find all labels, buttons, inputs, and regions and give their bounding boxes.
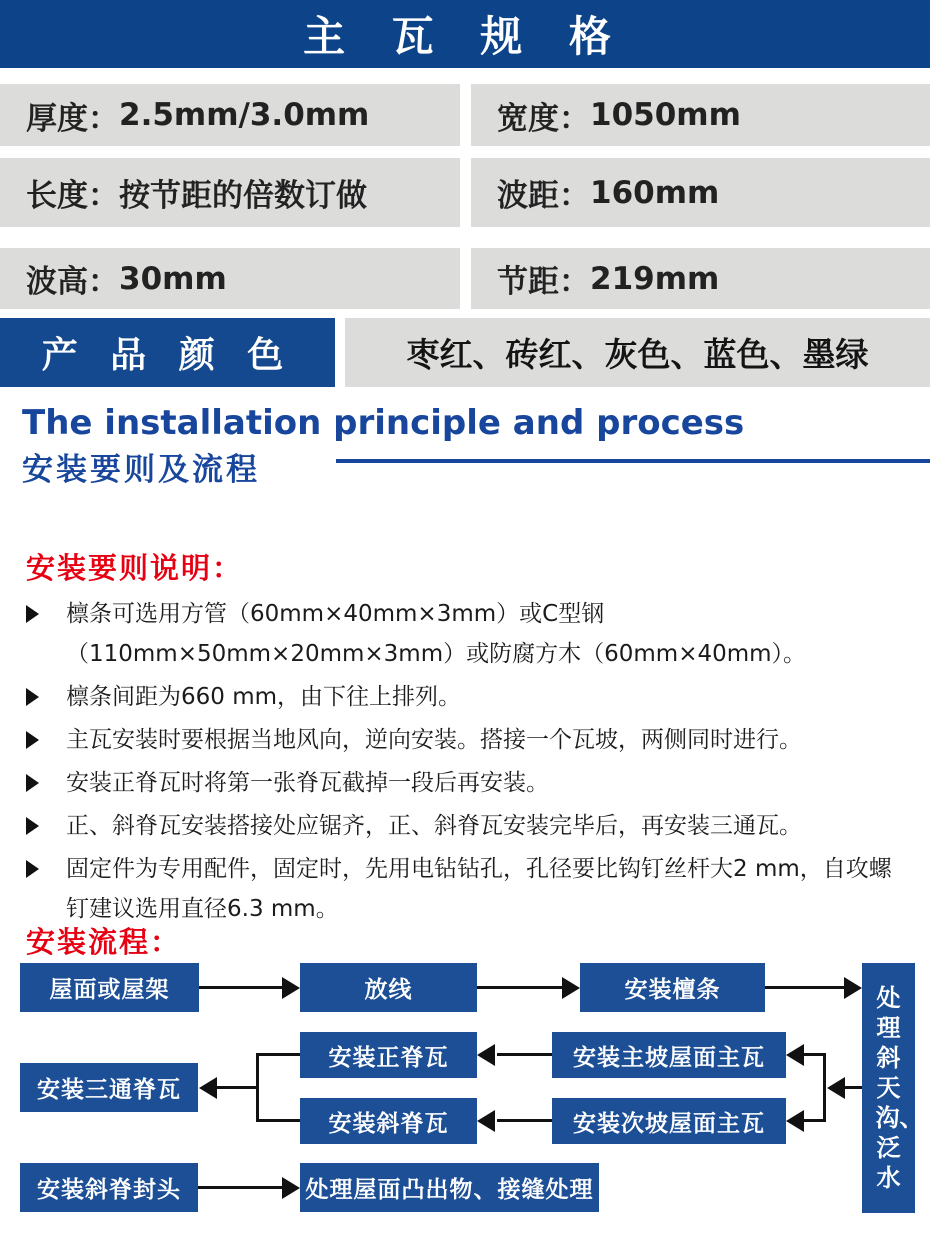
spec-label: 波距： <box>497 178 590 214</box>
bullet-arrow-icon <box>26 817 52 835</box>
flow-arrowhead-icon <box>199 1077 217 1099</box>
list-item <box>26 763 906 803</box>
flow-box-main-slope-tile <box>552 1032 786 1078</box>
flow-box-protrusion-seam <box>300 1163 599 1212</box>
flow-connector-line <box>477 986 562 989</box>
flow-box-label: 安装主坡屋面主瓦 <box>573 1044 765 1071</box>
flow-arrowhead-icon <box>786 1110 804 1132</box>
bullet-arrow-icon <box>26 860 52 878</box>
flow-arrowhead-icon <box>282 977 300 999</box>
flow-box-hip-end-cap <box>20 1163 198 1212</box>
flow-box-roof-or-frame <box>20 963 199 1012</box>
flow-box-label: 安装斜脊瓦 <box>328 1110 449 1137</box>
spec-value: 按节距的倍数订做 <box>119 178 367 214</box>
bullet-arrow-icon <box>26 688 52 706</box>
flow-arrowhead-icon <box>477 1044 495 1066</box>
flow-arrowhead-icon <box>827 1077 845 1099</box>
page-title: 主 瓦 规 格 <box>303 12 627 61</box>
flow-arrowhead-icon <box>282 1177 300 1199</box>
flow-box-label: 安装正脊瓦 <box>328 1044 449 1071</box>
product-colors-value-block <box>345 318 930 387</box>
spec-cell-pitch <box>471 248 930 309</box>
flow-box-set-out-lines <box>300 963 477 1012</box>
spec-label: 节距： <box>497 264 590 300</box>
principles-heading: 安装要则说明： <box>26 551 244 585</box>
flow-connector-line <box>198 1186 282 1189</box>
bullet-text: 固定件为专用配件，固定时，先用电钻钻孔，孔径要比钩钉丝杆大2 mm，自攻螺钉建议选用直径6.3 mm。 <box>66 856 892 922</box>
flow-connector-line <box>804 1119 823 1122</box>
spec-label: 厚度： <box>26 100 119 137</box>
heading-rule-line <box>336 459 930 463</box>
spec-label: 宽度： <box>497 100 590 137</box>
flow-arrowhead-icon <box>477 1110 495 1132</box>
flow-box-label: 安装三通脊瓦 <box>37 1077 181 1103</box>
flow-box-label: 安装斜脊封头 <box>37 1177 181 1203</box>
principles-list <box>26 594 906 932</box>
bullet-text: 檩条可选用方管（60mm×40mm×3mm）或C型钢（110mm×50mm×20mm×3mm）或防腐方木（60mm×40mm）。 <box>66 601 807 667</box>
flow-box-label: 安装次坡屋面主瓦 <box>573 1110 765 1137</box>
flow-connector-line <box>497 1119 552 1122</box>
flow-connector-line <box>497 1053 552 1056</box>
spec-cell-wave-height <box>0 248 460 309</box>
flow-connector-line <box>845 1086 862 1089</box>
flow-box-label: 处理斜天沟、泛水 <box>875 984 924 1192</box>
installation-heading-english: The installation principle and process <box>22 403 745 443</box>
flow-connector-line <box>804 1053 823 1056</box>
main-title-bar <box>0 0 930 68</box>
bullet-text: 主瓦安装时要根据当地风向，逆向安装。搭接一个瓦坡，两侧同时进行。 <box>66 727 802 753</box>
flow-connector-line <box>256 1053 259 1122</box>
flow-box-valley-flashing <box>862 963 924 1213</box>
process-heading: 安装流程： <box>26 925 182 959</box>
bullet-text: 檩条间距为660 mm，由下往上排列。 <box>66 684 462 710</box>
spec-label: 波高： <box>26 264 119 300</box>
spec-label: 长度： <box>26 178 119 214</box>
flow-connector-line <box>199 986 283 989</box>
spec-cell-wave-pitch <box>471 158 930 227</box>
flow-connector-line <box>259 1119 300 1122</box>
spec-cell-thickness <box>0 84 460 146</box>
product-colors-values: 枣红、砖红、灰色、蓝色、墨绿 <box>406 335 869 374</box>
flow-box-main-ridge-tile <box>300 1032 477 1078</box>
flow-box-label: 放线 <box>364 977 413 1003</box>
flow-connector-line <box>823 1053 826 1122</box>
flow-arrowhead-icon <box>844 977 862 999</box>
flow-box-hip-ridge-tile <box>300 1098 477 1144</box>
installation-heading-chinese: 安装要则及流程 <box>22 452 260 488</box>
bullet-arrow-icon <box>26 731 52 749</box>
spec-value: 219mm <box>590 260 720 297</box>
flow-arrowhead-icon <box>786 1044 804 1066</box>
list-item <box>26 806 906 846</box>
bullet-text: 正、斜脊瓦安装搭接处应锯齐，正、斜脊瓦安装完毕后，再安装三通瓦。 <box>66 813 802 839</box>
flow-connector-line <box>217 1086 256 1089</box>
flow-box-label: 安装檀条 <box>624 977 721 1003</box>
flow-connector-line <box>765 986 844 989</box>
flow-connector-line <box>259 1053 300 1056</box>
bullet-text: 安装正脊瓦时将第一张脊瓦截掉一段后再安装。 <box>66 770 549 796</box>
spec-cell-width <box>471 84 930 146</box>
spec-value: 30mm <box>119 260 227 297</box>
list-item <box>26 677 906 717</box>
flow-box-label: 处理屋面凸出物、接缝处理 <box>305 1177 594 1203</box>
flow-box-secondary-slope-tile <box>552 1098 786 1144</box>
list-item <box>26 594 906 674</box>
product-colors-title-block <box>0 318 335 387</box>
spec-value: 1050mm <box>590 97 741 133</box>
flow-box-tee-ridge-tile <box>20 1063 198 1112</box>
spec-value: 2.5mm/3.0mm <box>119 97 370 133</box>
product-colors-title: 产 品 颜 色 <box>41 335 294 376</box>
flow-box-install-purlins <box>580 963 765 1012</box>
bullet-arrow-icon <box>26 605 52 623</box>
bullet-arrow-icon <box>26 774 52 792</box>
list-item <box>26 720 906 760</box>
spec-cell-length <box>0 158 460 227</box>
flow-arrowhead-icon <box>562 977 580 999</box>
spec-value: 160mm <box>590 174 720 211</box>
flow-box-label: 屋面或屋架 <box>49 977 170 1003</box>
list-item <box>26 849 906 929</box>
